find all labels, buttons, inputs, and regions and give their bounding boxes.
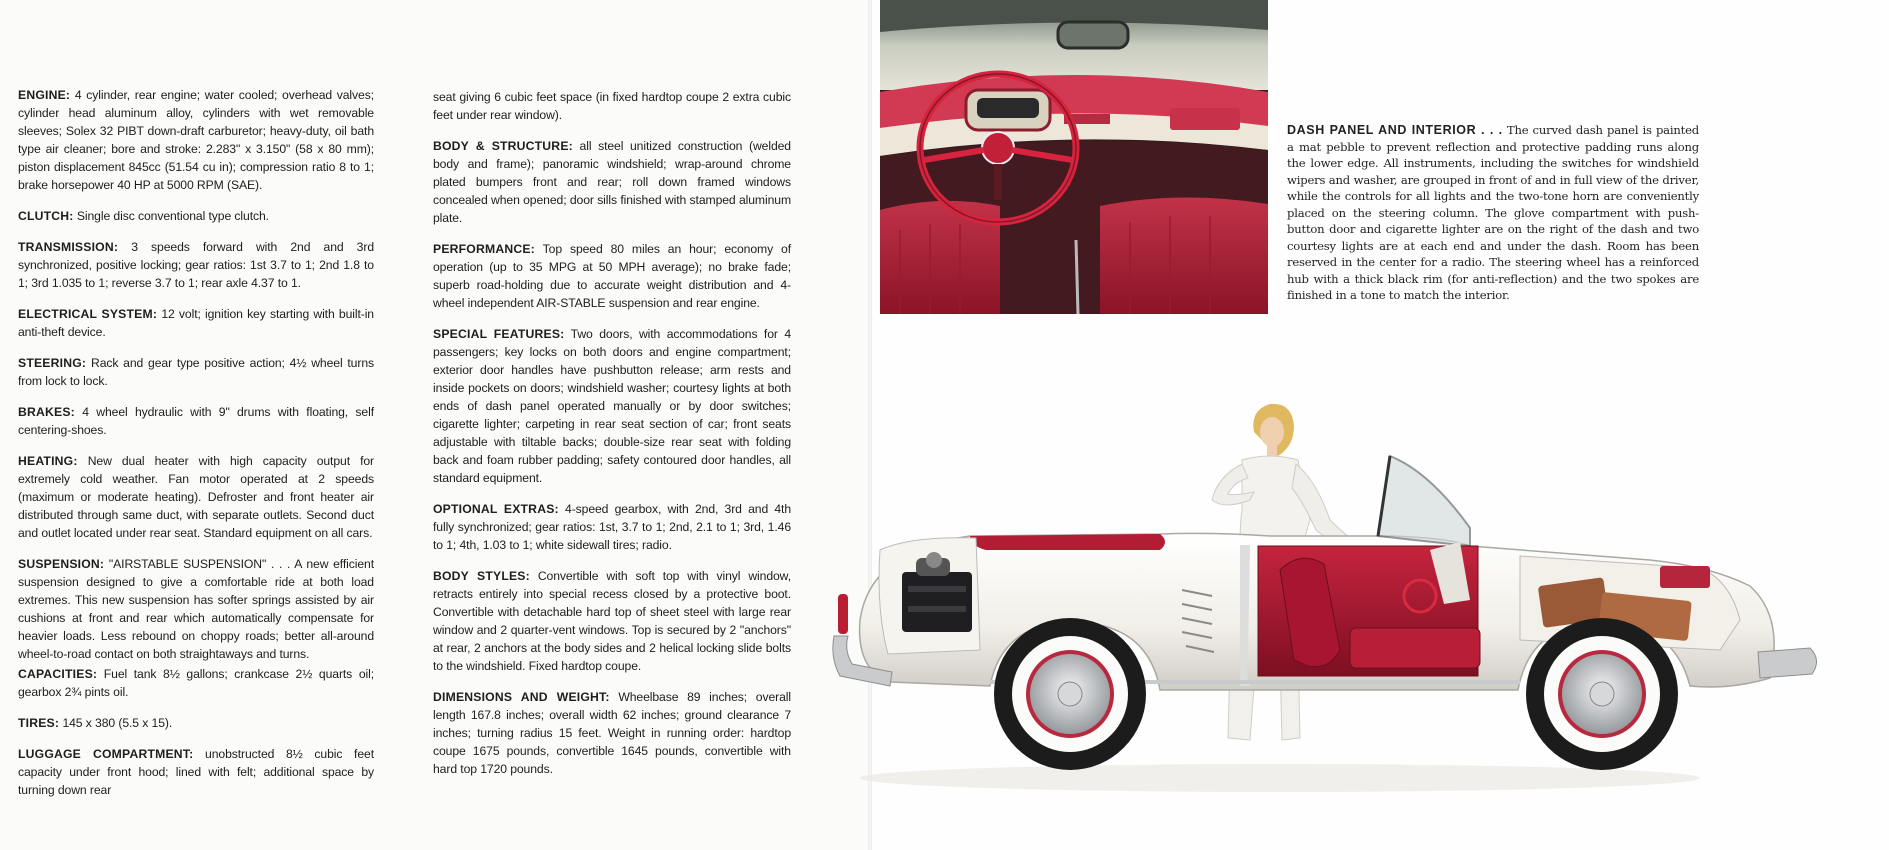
face [1260, 417, 1284, 447]
spec-body-structure: BODY & STRUCTURE: all steel unitized construction (welded body and frame); panoramic windshield; wrap-around chrome plated bumpers front and rear; roll down framed windows concealed when opened; door sills finished with stamped aluminum plate. [433, 139, 791, 225]
spec-brakes: BRAKES: 4 wheel hydraulic with 9" drums with floating, self centering-shoes. [18, 405, 374, 437]
windshield [1378, 456, 1470, 546]
spec-performance: PERFORMANCE: Top speed 80 miles an hour; economy of operation (up to 35 MPG at 50 MPH average); no brake fade; superb road-holding due to accurate weight distribution and 4-wheel independent AIR-STABLE suspension and rear engine. [433, 242, 791, 310]
glove-compartment [1170, 108, 1240, 130]
spec-capacities: CAPACITIES: Fuel tank 8½ gallons; crankcase 2½ quarts oil; gearbox 2¾ pints oil. [18, 667, 374, 699]
car-body [833, 456, 1817, 690]
right-seat [1100, 197, 1268, 314]
dash-interior-illustration [880, 0, 1268, 314]
spec-special-features: SPECIAL FEATURES: Two doors, with accommodations for 4 passengers; key locks on both doors and engine compartment; exterior door handles have pushbutton release; arm rests and inside pockets on doors; windshield washer; courtesy lights at both ends of dash panel operated manually or by door switches; cigarette lighter; carpeting in rear seat section of car; front seats adjustable with tiltable backs; double-size rear seat with folding back and foam rubber padding; safety contoured door handles, all standard equipment. [433, 327, 791, 485]
rear-view-mirror [1058, 22, 1128, 48]
dash-interior-photo [880, 0, 1268, 314]
spec-electrical: ELECTRICAL SYSTEM: 12 volt; ignition key starting with built-in anti-theft device. [18, 307, 374, 339]
car-photo [830, 360, 1830, 830]
dash-caption: DASH PANEL AND INTERIOR . . . The curved dash panel is painted a mat pebble to prevent reflection and protective padding runs along the lower edge. All instruments, including the switches for windshield wipers and washer, are grouped in front of and in full view of the driver, while the controls for all lights and the two-tone horn are conveniently placed on the steering column. The glove compartment with push-button door and cigarette lighter are on the right of the dash and two courtesy lights are at each end and under the dash. Room has been reserved in the center for a radio. The steering wheel has a reinforced hub with a thick black rim (for anti-reflection) and the two spokes are finished in a tone to match the interior. [1287, 123, 1699, 302]
spec-transmission: TRANSMISSION: 3 speeds forward with 2nd and 3rd synchronized, positive locking; gear ratios: 1st 3.7 to 1; 2nd 1.8 to 1; 3rd 1.035 to 1; reverse 3.7 to 1; rear axle 4.37 to 1. [18, 240, 374, 290]
spec-clutch: CLUTCH: Single disc conventional type clutch. [18, 209, 269, 223]
rear-bumper [1758, 648, 1817, 678]
spec-suspension: SUSPENSION: "AIRSTABLE SUSPENSION" . . . A new efficient suspension designed to give a comfortable ride at both load extremes. This new suspension has softer springs assisted by air cushions at front and rear which automatically compensate for heavier loads. Less rebound on choppy roads; better all-around wheel-to-road contact on both straightaways and turns. [18, 557, 374, 661]
specs-column-left [18, 86, 374, 812]
spec-heating: HEATING: New dual heater with high capacity output for extremely cold weather. Fan motor operated at 2 speeds (maximum or moderate heating). Defroster and front heater air distributed through same duct, with separate outlets. Second duct and outlet located under rear seat. Standard equipment on all cars. [18, 454, 374, 540]
engine-cutaway [902, 572, 972, 632]
rear-wheel [1526, 618, 1678, 770]
tonneau-cover [970, 534, 1165, 550]
spec-dimensions-weight: DIMENSIONS AND WEIGHT: Wheelbase 89 inches; overall length 167.8 inches; overall width 62 inches; ground clearance 7 inches; turning radius 15 feet. Weight in running order: hardtop coupe 1675 pounds, convertible 1645 pounds, convertible with hard top 1720 pounds. [433, 690, 791, 776]
spec-tires: TIRES: 145 x 380 (5.5 x 15). [18, 716, 173, 730]
spec-optional-extras: OPTIONAL EXTRAS: 4-speed gearbox, with 2nd, 3rd and 4th fully synchronized; gear ratios: 1st, 3.7 to 1; 2nd, 2.1 to 1; 3rd, 1.46 to 1; 4th, 1.03 to 1; white sidewall tires; radio. [433, 502, 791, 552]
spec-luggage-continued: seat giving 6 cubic feet space (in fixed hardtop coupe 2 extra cubic feet under rear window). [433, 90, 791, 122]
spec-steering: STEERING: Rack and gear type positive action; 4½ wheel turns from lock to lock. [18, 356, 374, 388]
convertible-car-illustration [830, 360, 1830, 830]
spec-body-styles: BODY STYLES: Convertible with soft top with vinyl window, retracts entirely into special recess closed by a protective boot. Convertible with detachable hard top of sheet steel with large rear window and 2 quarter-vent windows. Top is secured by 2 "anchors" at rear, 2 anchors at the body sides and 2 helical locking slide bolts to the windshield. Fixed hardtop coupe. [433, 569, 791, 673]
spec-luggage: LUGGAGE COMPARTMENT: unobstructed 8½ cubic feet capacity under front hood; lined with felt; additional space by turning down rear [18, 747, 374, 797]
gear-lever [1076, 240, 1078, 314]
spec-engine: ENGINE: 4 cylinder, rear engine; water cooled; overhead valves; cylinder head aluminum alloy, cylinders with wet removable sleeves; Solex 32 PIBT down-draft carburetor; heavy-duty, oil bath type air cleaner; bore and stroke: 2.283" x 3.150" (58 x 80 mm); piston displacement 845cc (51.54 cu in); compression ratio 8 to 1; brake horsepower 40 HP at 5000 RPM (SAE). [18, 88, 374, 192]
front-wheel [994, 618, 1146, 770]
specs-column-right [433, 88, 791, 791]
